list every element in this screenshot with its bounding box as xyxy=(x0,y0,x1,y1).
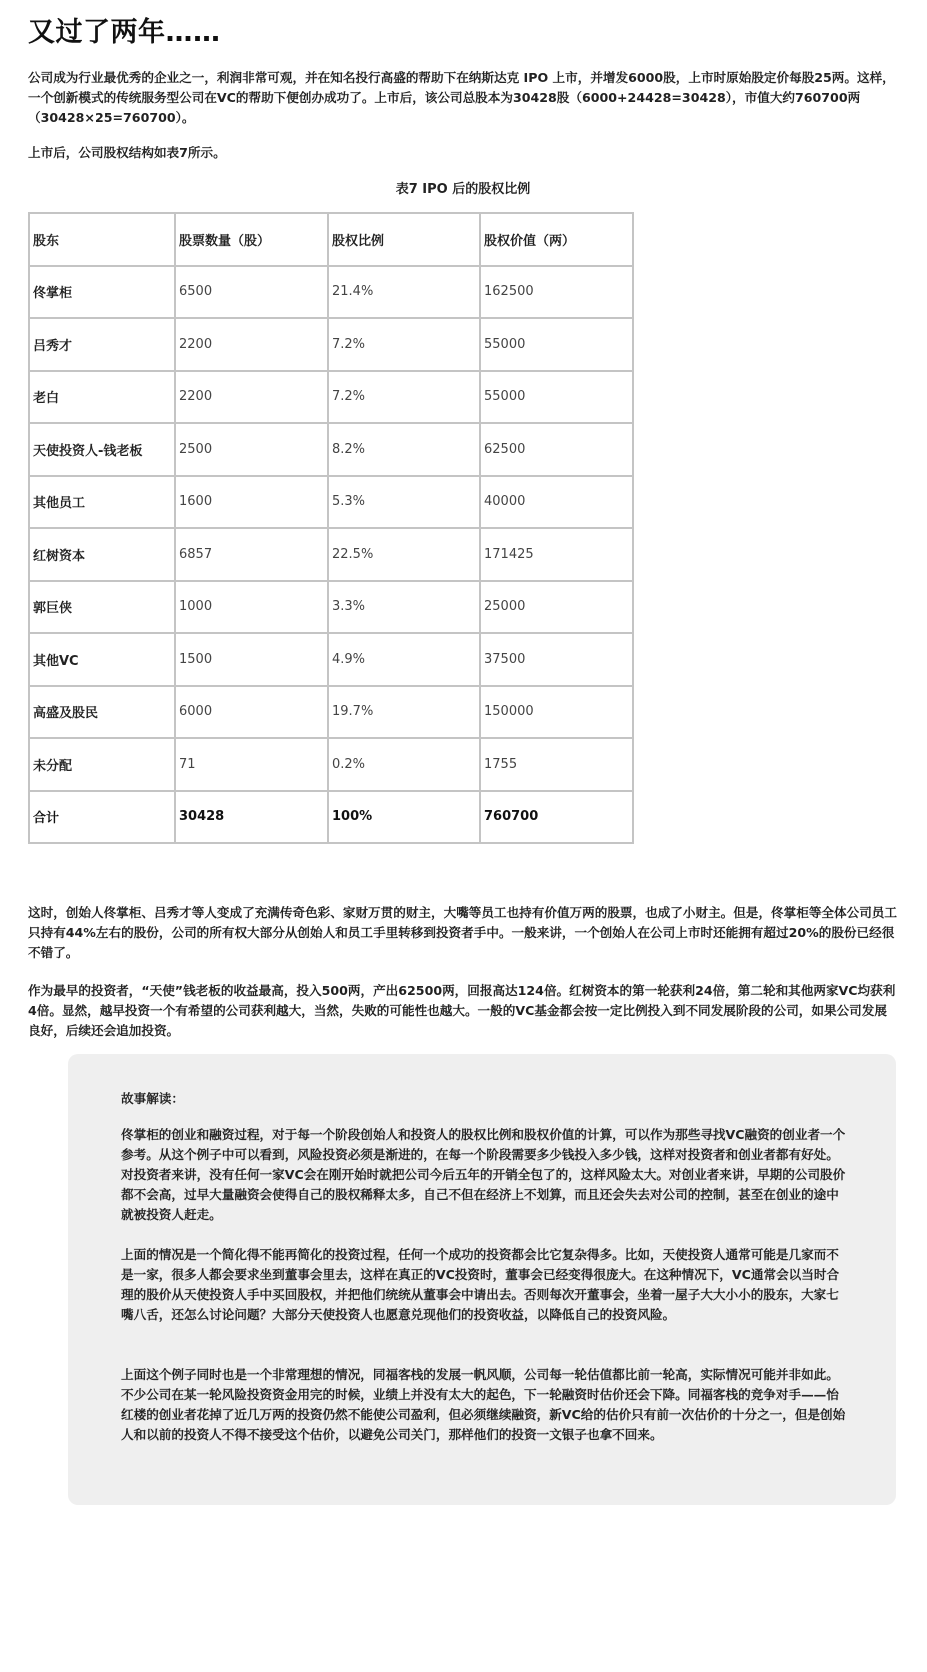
table-row xyxy=(29,686,633,739)
cell-equity-ratio: 7.2% xyxy=(328,318,480,371)
cell-equity-value: 171425 xyxy=(480,528,633,581)
story-interpretation-box xyxy=(68,1054,896,1505)
header-shareholder: 股东 xyxy=(29,213,175,266)
intro-paragraph-table-ref: 上市后，公司股权结构如表7所示。 xyxy=(28,145,226,160)
header-equity-value: 股权价值（两） xyxy=(480,213,633,266)
cell-equity-value: 62500 xyxy=(480,423,633,476)
total-equity-value: 760700 xyxy=(480,791,633,844)
paragraph-investor-returns: 作为最早的投资者，“天使”钱老板的收益最高，投入500两，产出62500两，回报高达124倍。红树资本的第一轮获利24倍，第二轮和其他两家VC均获利4倍。显然，越早投资一个有希望的公司获利越大，当然，失败的可能性也越大。一般的VC基金都会按一定比例投入到不同发展阶段的公司，如果公司发展良好，后续还会追加投资。 xyxy=(28,983,896,1038)
cell-shareholder: 吕秀才 xyxy=(29,318,175,371)
cell-equity-ratio: 7.2% xyxy=(328,371,480,424)
cell-share-count: 1000 xyxy=(175,581,328,634)
cell-equity-value: 55000 xyxy=(480,318,633,371)
cell-equity-ratio: 8.2% xyxy=(328,423,480,476)
equity-table xyxy=(28,212,634,844)
cell-shareholder: 老白 xyxy=(29,371,175,424)
table-header-row xyxy=(29,213,633,266)
cell-share-count: 6500 xyxy=(175,266,328,319)
cell-equity-ratio: 5.3% xyxy=(328,476,480,529)
table-total-row xyxy=(29,791,633,844)
cell-equity-ratio: 19.7% xyxy=(328,686,480,739)
cell-equity-value: 1755 xyxy=(480,738,633,791)
total-label: 合计 xyxy=(29,791,175,844)
header-share-count: 股票数量（股） xyxy=(175,213,328,266)
cell-equity-value: 55000 xyxy=(480,371,633,424)
table-row xyxy=(29,423,633,476)
table-row xyxy=(29,318,633,371)
intro-paragraph-ipo: 公司成为行业最优秀的企业之一，利润非常可观，并在知名投行高盛的帮助下在纳斯达克 IPO 上市，并增发6000股，上市时原始股定价每股25两。这样，一个创新模式的传统服务型公司在VC的帮助下便创办成功了。上市后，该公司总股本为30428股（6000+24428=30428），市值大约760700两（30428×25=760700）。 xyxy=(28,70,895,125)
table-caption: 表7 IPO 后的股权比例 xyxy=(395,182,531,197)
table-row xyxy=(29,371,633,424)
cell-share-count: 1600 xyxy=(175,476,328,529)
cell-shareholder: 其他VC xyxy=(29,633,175,686)
cell-share-count: 71 xyxy=(175,738,328,791)
cell-share-count: 6857 xyxy=(175,528,328,581)
story-box-heading: 故事解读： xyxy=(121,1091,184,1106)
cell-shareholder: 郭巨侠 xyxy=(29,581,175,634)
cell-equity-ratio: 3.3% xyxy=(328,581,480,634)
table-row xyxy=(29,633,633,686)
table-row xyxy=(29,581,633,634)
total-share-count: 30428 xyxy=(175,791,328,844)
cell-equity-ratio: 22.5% xyxy=(328,528,480,581)
cell-equity-value: 37500 xyxy=(480,633,633,686)
table-row xyxy=(29,738,633,791)
cell-equity-value: 150000 xyxy=(480,686,633,739)
cell-share-count: 2200 xyxy=(175,371,328,424)
cell-equity-value: 25000 xyxy=(480,581,633,634)
story-box-paragraph-financing: 佟掌柜的创业和融资过程，对于每一个阶段创始人和投资人的股权比例和股权价值的计算，可以作为那些寻找VC融资的创业者一个参考。从这个例子中可以看到，风险投资必须是渐进的，在每一个阶段需要多少钱投入多少钱，这样对投资者和创业者都有好处。对投资者来讲，没有任何一家VC会在刚开始时就把公司今后五年的开销全包了的，这样风险太大。对创业者来讲，早期的公司股价都不会高，过早大量融资会使得自己的股权稀释太多，自己不但在经济上不划算，而且还会失去对公司的控制，甚至在创业的途中就被投资人赶走。 xyxy=(121,1127,846,1222)
cell-share-count: 2500 xyxy=(175,423,328,476)
cell-shareholder: 佟掌柜 xyxy=(29,266,175,319)
paragraph-founders-ownership: 这时，创始人佟掌柜、吕秀才等人变成了充满传奇色彩、家财万贯的财主，大嘴等员工也持有价值万两的股票，也成了小财主。但是，佟掌柜等全体公司员工只持有44%左右的股份，公司的所有权大部分从创始人和员工手里转移到投资者手中。一般来讲，一个创始人在公司上市时还能拥有超过20%的股份已经很不错了。 xyxy=(28,905,897,960)
cell-shareholder: 红树资本 xyxy=(29,528,175,581)
cell-equity-ratio: 21.4% xyxy=(328,266,480,319)
cell-share-count: 1500 xyxy=(175,633,328,686)
cell-shareholder: 未分配 xyxy=(29,738,175,791)
cell-equity-ratio: 0.2% xyxy=(328,738,480,791)
table-row xyxy=(29,528,633,581)
table-row xyxy=(29,476,633,529)
cell-shareholder: 天使投资人-钱老板 xyxy=(29,423,175,476)
total-equity-ratio: 100% xyxy=(328,791,480,844)
cell-equity-value: 40000 xyxy=(480,476,633,529)
page-title: 又过了两年…… xyxy=(28,17,221,48)
story-box-paragraph-angels: 上面的情况是一个简化得不能再简化的投资过程，任何一个成功的投资都会比它复杂得多。比如，天使投资人通常可能是几家而不是一家，很多人都会要求坐到董事会里去，这样在真正的VC投资时，董事会已经变得很庞大。在这种情况下，VC通常会以当时合理的股价从天使投资人手中买回股权，并把他们统统从董事会中请出去。否则每次开董事会，坐着一屋子大大小小的股东，大家七嘴八舌，还怎么讨论问题？大部分天使投资人也愿意兑现他们的投资收益，以降低自己的投资风险。 xyxy=(121,1247,840,1322)
cell-share-count: 6000 xyxy=(175,686,328,739)
cell-share-count: 2200 xyxy=(175,318,328,371)
table-row xyxy=(29,266,633,319)
cell-shareholder: 高盛及股民 xyxy=(29,686,175,739)
header-equity-ratio: 股权比例 xyxy=(328,213,480,266)
story-box-paragraph-competitor: 上面这个例子同时也是一个非常理想的情况，同福客栈的发展一帆风顺，公司每一轮估值都比前一轮高，实际情况可能并非如此。不少公司在某一轮风险投资资金用完的时候，业绩上并没有太大的起色，下一轮融资时估价还会下降。同福客栈的竞争对手——怡红楼的创业者花掉了近几万两的投资仍然不能使公司盈利，但必须继续融资，新VC给的估价只有前一次估价的十分之一，但是创始人和以前的投资人不得不接受这个估价，以避免公司关门，那样他们的投资一文银子也拿不回来。 xyxy=(121,1367,846,1442)
cell-equity-ratio: 4.9% xyxy=(328,633,480,686)
cell-shareholder: 其他员工 xyxy=(29,476,175,529)
cell-equity-value: 162500 xyxy=(480,266,633,319)
